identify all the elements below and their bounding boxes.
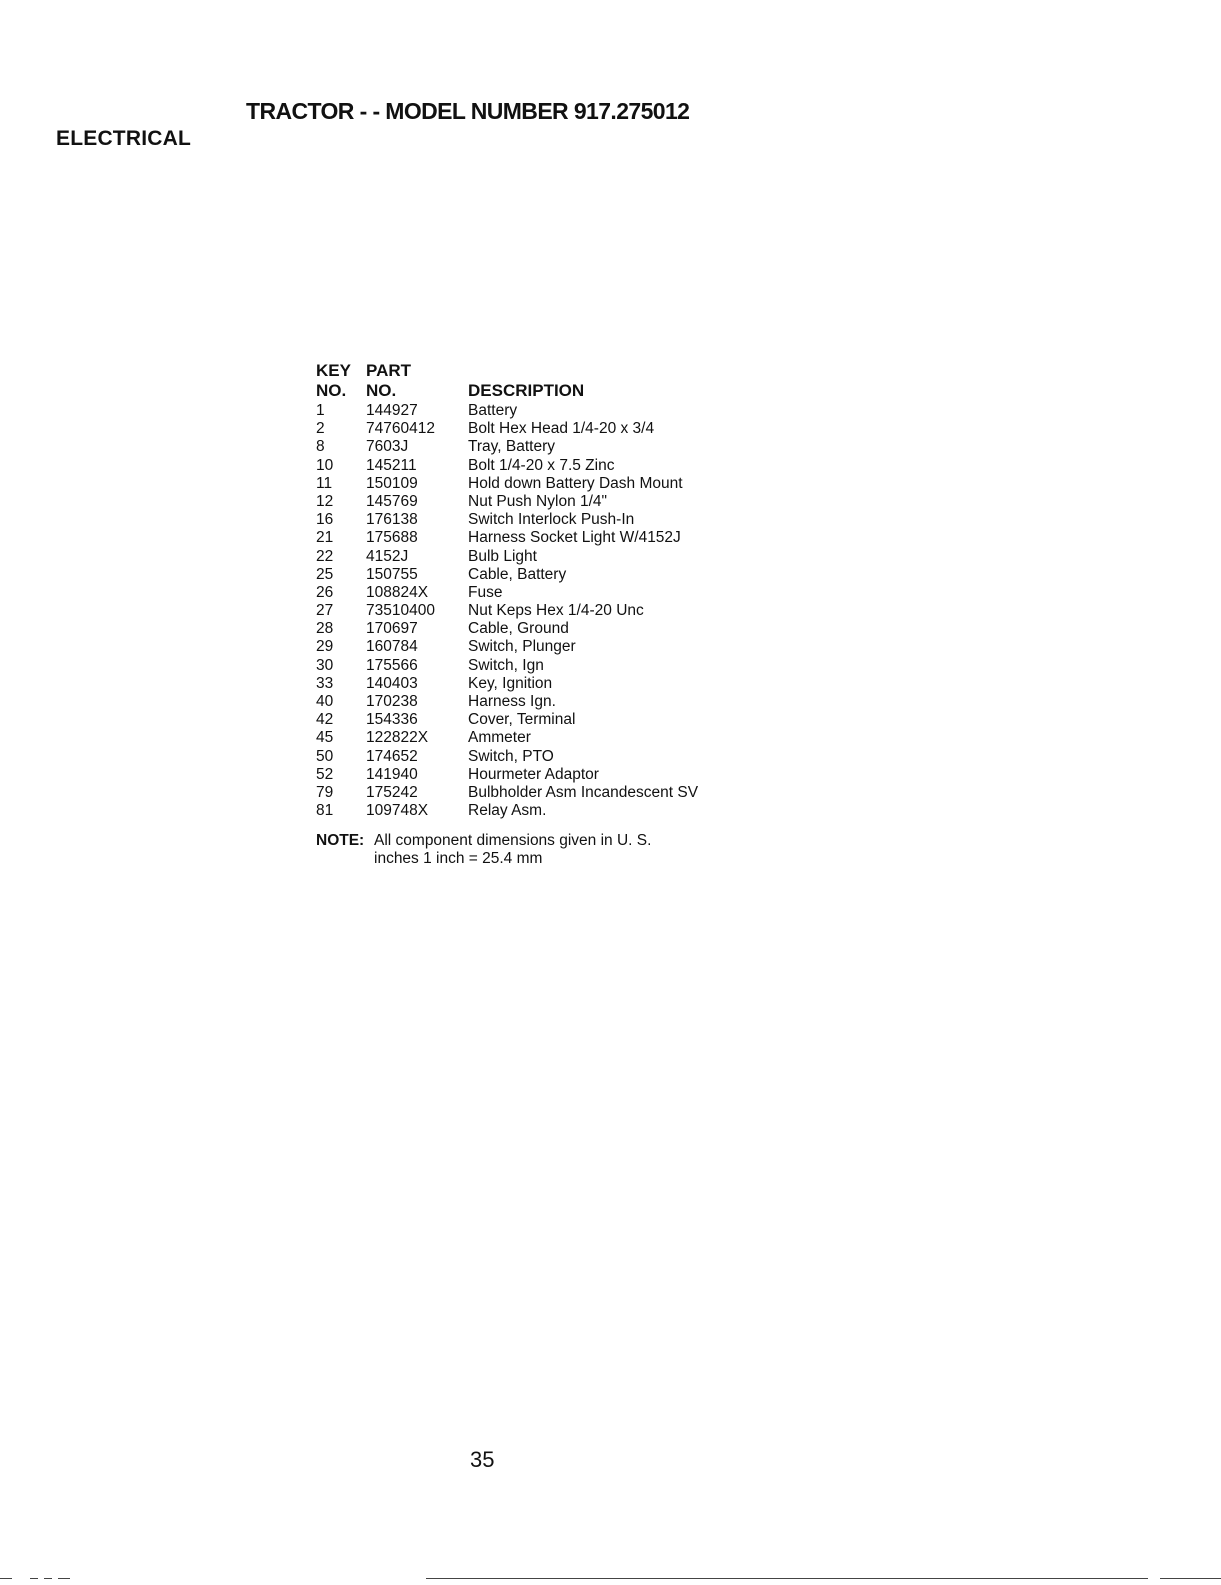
part-description: Cable, Battery (468, 565, 567, 583)
header-key-line2: NO. (316, 381, 347, 400)
part-description: Hourmeter Adaptor (468, 765, 599, 783)
key-number: 29 (316, 638, 334, 656)
header-key-line1: KEY (316, 361, 351, 380)
part-number: 140403 (366, 674, 418, 692)
footer-rule-mark (0, 1578, 12, 1579)
key-number: 33 (316, 674, 334, 692)
note-label: NOTE: (316, 832, 365, 849)
part-number: 150109 (366, 474, 418, 492)
key-number: 16 (316, 511, 334, 529)
part-description: Tray, Battery (468, 438, 555, 456)
part-description: Switch Interlock Push-In (468, 511, 635, 529)
part-number: 174652 (366, 747, 418, 765)
part-number: 73510400 (366, 602, 435, 620)
section-heading: ELECTRICAL (56, 127, 191, 150)
key-number: 8 (316, 438, 325, 456)
part-number: 175242 (366, 783, 418, 801)
part-number: 4152J (366, 547, 409, 565)
footer-rule (426, 1578, 1148, 1579)
footer-rule-mark (30, 1578, 38, 1579)
key-number: 40 (316, 693, 334, 710)
part-number: 170697 (366, 620, 418, 638)
footer-rule-mark (58, 1578, 70, 1579)
part-description: Cover, Terminal (468, 711, 576, 729)
key-number: 81 (316, 802, 334, 820)
part-number: 175566 (366, 656, 418, 674)
part-description: Relay Asm. (468, 802, 547, 820)
key-number: 1 (316, 402, 325, 419)
key-number: 79 (316, 783, 334, 801)
key-number: 45 (316, 729, 334, 747)
key-number: 42 (316, 711, 334, 729)
header-part-line1: PART (366, 361, 412, 380)
part-description: Fuse (468, 583, 503, 601)
note-line-1: All component dimensions given in U. S. (374, 832, 652, 849)
header-part-line2: NO. (366, 381, 397, 400)
part-description: Battery (468, 402, 518, 419)
part-description: Bulbholder Asm Incandescent SV (468, 783, 699, 801)
note-line-2: inches 1 inch = 25.4 mm (374, 850, 543, 867)
header-description: DESCRIPTION (468, 381, 585, 400)
part-number: 141940 (366, 765, 418, 783)
part-number: 122822X (366, 729, 429, 747)
key-number: 12 (316, 492, 334, 510)
key-number: 2 (316, 420, 325, 438)
footer-rule-mark (44, 1578, 52, 1579)
key-number: 28 (316, 620, 334, 638)
key-number: 22 (316, 547, 334, 565)
key-number: 50 (316, 747, 334, 765)
key-number: 21 (316, 529, 334, 547)
part-number: 144927 (366, 402, 418, 419)
part-description: Bolt 1/4-20 x 7.5 Zinc (468, 456, 615, 474)
part-description: Bulb Light (468, 547, 537, 565)
footer-rule-mark (1160, 1578, 1221, 1579)
part-description: Harness Ign. (468, 693, 556, 710)
part-number: 108824X (366, 583, 429, 601)
part-description: Harness Socket Light W/4152J (468, 529, 681, 547)
part-number: 150755 (366, 565, 418, 583)
key-number: 11 (316, 474, 333, 492)
key-number: 30 (316, 656, 334, 674)
part-number: 145769 (366, 492, 418, 510)
key-number: 26 (316, 583, 334, 601)
part-number: 160784 (366, 638, 418, 656)
page-number: 35 (470, 1447, 495, 1472)
part-number: 175688 (366, 529, 418, 547)
part-description: Switch, Ign (468, 656, 544, 674)
part-number: 7603J (366, 438, 409, 456)
part-description: Cable, Ground (468, 620, 569, 638)
page-title: TRACTOR - - MODEL NUMBER 917.275012 (246, 98, 690, 124)
part-description: Switch, Plunger (468, 638, 576, 656)
key-number: 25 (316, 565, 334, 583)
part-number: 109748X (366, 802, 429, 820)
key-number: 10 (316, 456, 334, 474)
part-description: Switch, PTO (468, 747, 554, 765)
part-description: Ammeter (468, 729, 531, 747)
part-description: Nut Push Nylon 1/4" (468, 492, 608, 510)
part-number: 170238 (366, 693, 418, 710)
part-number: 74760412 (366, 420, 435, 438)
key-number: 52 (316, 765, 334, 783)
part-description: Bolt Hex Head 1/4-20 x 3/4 (468, 420, 655, 438)
part-description: Key, Ignition (468, 674, 553, 692)
part-number: 176138 (366, 511, 418, 529)
part-number: 145211 (366, 456, 417, 474)
part-description: Nut Keps Hex 1/4-20 Unc (468, 602, 644, 620)
part-description: Hold down Battery Dash Mount (468, 474, 683, 492)
part-number: 154336 (366, 711, 418, 729)
key-number: 27 (316, 602, 334, 620)
